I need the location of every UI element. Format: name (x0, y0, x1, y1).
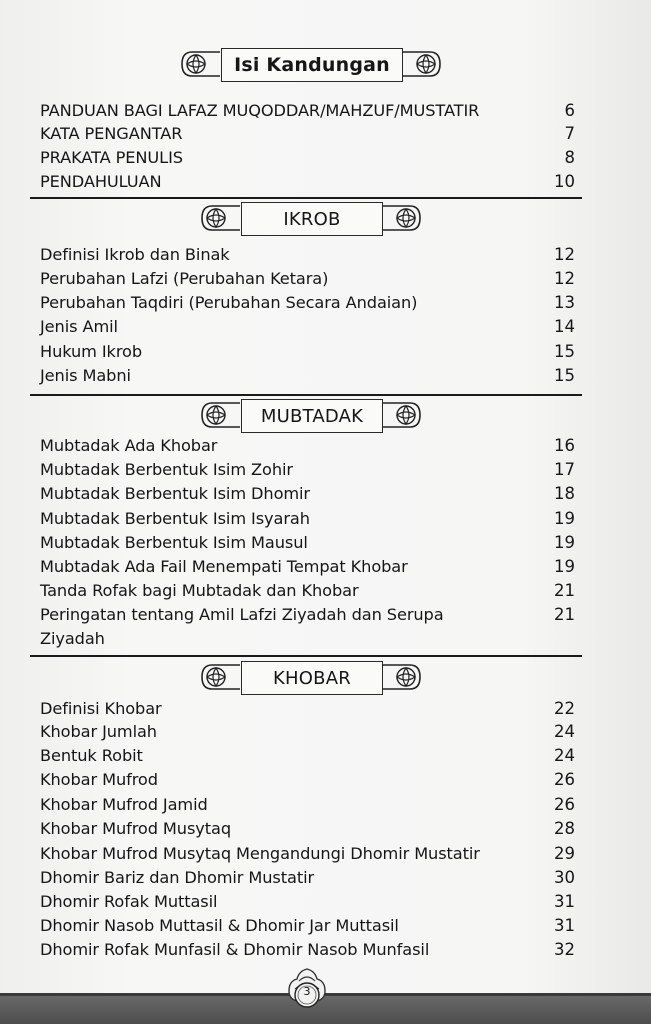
entry-page: 15 (554, 366, 575, 385)
toc-entry[interactable] (40, 243, 575, 267)
toc-entry[interactable] (40, 627, 575, 651)
entry-title: Khobar Mufrod (40, 770, 158, 789)
entry-title: Mubtadak Berbentuk Isim Zohir (40, 460, 293, 479)
toc-entry[interactable] (40, 364, 575, 388)
entry-page: 21 (554, 605, 575, 624)
toc-entry[interactable] (40, 720, 575, 744)
entry-page: 15 (554, 342, 575, 361)
entry-title: Definisi Khobar (40, 699, 162, 718)
entry-page: 31 (554, 892, 575, 911)
toc-entry[interactable] (40, 291, 575, 315)
section-heading-khobar (0, 657, 651, 697)
entry-page: 16 (554, 436, 575, 455)
entry-title: Dhomir Nasob Muttasil & Dhomir Jar Muttasil (40, 916, 399, 935)
entry-title: Mubtadak Berbentuk Isim Mausul (40, 533, 308, 552)
toc-entry[interactable] (40, 458, 575, 482)
toc-entry[interactable] (40, 603, 575, 627)
entry-page: 17 (554, 460, 575, 479)
entry-page: 13 (554, 293, 575, 312)
entry-title: Dhomir Rofak Muttasil (40, 892, 218, 911)
toc-entry[interactable] (40, 315, 575, 339)
heading-box (221, 48, 403, 82)
toc-entry[interactable] (40, 744, 575, 768)
toc-entry[interactable] (40, 482, 575, 506)
right-ornament-icon (380, 198, 422, 238)
entry-title: Perubahan Taqdiri (Perubahan Secara Andaian) (40, 293, 418, 312)
entry-title: Dhomir Bariz dan Dhomir Mustatir (40, 868, 315, 887)
toc-entry[interactable] (40, 531, 575, 555)
entry-title: Khobar Mufrod Jamid (40, 795, 208, 814)
left-ornament-icon (180, 44, 222, 84)
section-heading-mubtadak (0, 395, 651, 435)
entry-title: PRAKATA PENULIS (40, 148, 183, 167)
entry-page: 19 (554, 509, 575, 528)
contents-title: Isi Kandungan (234, 54, 390, 76)
entry-page: 22 (554, 699, 575, 718)
toc-entry[interactable] (40, 817, 575, 841)
entry-page: 32 (554, 940, 575, 959)
entry-title: Tanda Rofak bagi Mubtadak dan Khobar (40, 581, 359, 600)
entry-title: KATA PENGANTAR (40, 124, 183, 143)
left-ornament-icon (200, 395, 242, 435)
entry-title: Dhomir Rofak Munfasil & Dhomir Nasob Munfasil (40, 940, 430, 959)
entry-page: 24 (554, 722, 575, 741)
entry-page: 26 (554, 770, 575, 789)
entry-title: Mubtadak Ada Fail Menempati Tempat Khobar (40, 557, 408, 576)
section-title: MUBTADAK (260, 405, 364, 427)
toc-entry[interactable] (40, 507, 575, 531)
toc-entry[interactable] (40, 340, 575, 364)
toc-entry[interactable] (40, 768, 575, 792)
entry-title: Khobar Jumlah (40, 722, 157, 741)
entry-page: 8 (564, 148, 575, 167)
heading-box (241, 202, 383, 236)
section-heading-ikrob (0, 198, 651, 238)
toc-entry[interactable] (40, 697, 575, 721)
entry-page: 12 (554, 245, 575, 264)
toc-entry[interactable] (40, 890, 575, 914)
entry-title: Ziyadah (40, 629, 105, 648)
entry-title: Jenis Amil (40, 317, 118, 336)
toc-entry[interactable] (40, 842, 575, 866)
right-ornament-icon (400, 44, 442, 84)
section-title: KHOBAR (273, 667, 351, 689)
heading-box (241, 399, 383, 433)
toc-entry[interactable] (40, 914, 575, 938)
toc-entry[interactable] (40, 170, 575, 194)
toc-entry[interactable] (40, 555, 575, 579)
entry-title: Mubtadak Berbentuk Isim Dhomir (40, 484, 310, 503)
page-number: 3 (303, 985, 311, 998)
entry-title: Peringatan tentang Amil Lafzi Ziyadah dan Serupa (40, 605, 444, 624)
entry-title: Jenis Mabni (40, 366, 131, 385)
toc-entry[interactable] (40, 434, 575, 458)
heading-box (241, 661, 383, 695)
entry-page: 24 (554, 746, 575, 765)
left-ornament-icon (200, 198, 242, 238)
entry-title: Perubahan Lafzi (Perubahan Ketara) (40, 269, 329, 288)
entry-page: 29 (554, 844, 575, 863)
entry-title: Hukum Ikrob (40, 342, 143, 361)
entry-title: Mubtadak Berbentuk Isim Isyarah (40, 509, 310, 528)
entry-page: 14 (554, 317, 575, 336)
right-ornament-icon (380, 657, 422, 697)
toc-entry[interactable] (40, 938, 575, 962)
entry-page: 18 (554, 484, 575, 503)
entry-page: 12 (554, 269, 575, 288)
entry-page: 6 (564, 101, 575, 120)
entry-page: 26 (554, 795, 575, 814)
entry-page: 21 (554, 581, 575, 600)
entry-title: PANDUAN BAGI LAFAZ MUQODDAR/MAHZUF/MUSTATIR (40, 101, 480, 120)
entry-title: Bentuk Robit (40, 746, 143, 765)
right-ornament-icon (380, 395, 422, 435)
entry-page: 19 (554, 533, 575, 552)
left-ornament-icon (200, 657, 242, 697)
entry-title: PENDAHULUAN (40, 172, 162, 191)
entry-title: Definisi Ikrob dan Binak (40, 245, 230, 264)
toc-entry[interactable] (40, 793, 575, 817)
toc-entry[interactable] (40, 122, 575, 146)
toc-entry[interactable] (40, 267, 575, 291)
entry-page: 30 (554, 868, 575, 887)
toc-entry[interactable] (40, 579, 575, 603)
entry-page: 10 (554, 172, 575, 191)
section-heading-contents (0, 44, 651, 84)
entry-title: Mubtadak Ada Khobar (40, 436, 218, 455)
toc-entry[interactable] (40, 866, 575, 890)
toc-entry[interactable] (40, 99, 575, 123)
entry-page: 31 (554, 916, 575, 935)
entry-page: 19 (554, 557, 575, 576)
entry-title: Khobar Mufrod Musytaq (40, 819, 232, 838)
entry-page: 28 (554, 819, 575, 838)
section-title: IKROB (283, 208, 341, 230)
entry-page: 7 (564, 124, 575, 143)
toc-entry[interactable] (40, 146, 575, 170)
entry-title: Khobar Mufrod Musytaq Mengandungi Dhomir Mustatir (40, 844, 480, 863)
